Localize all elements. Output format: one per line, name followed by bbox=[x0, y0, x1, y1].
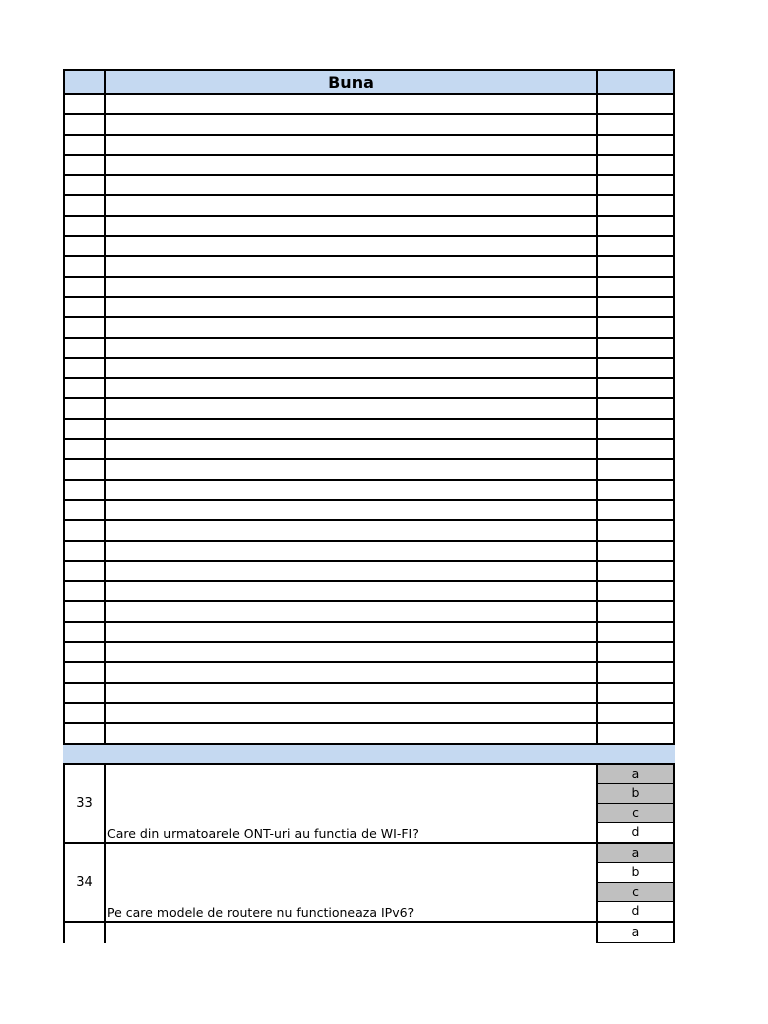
empty-row bbox=[63, 95, 675, 115]
empty-cell[interactable] bbox=[65, 562, 106, 580]
empty-cell[interactable] bbox=[65, 420, 106, 438]
empty-cell[interactable] bbox=[106, 501, 598, 519]
question-number bbox=[65, 923, 106, 943]
empty-cell[interactable] bbox=[598, 196, 673, 214]
empty-cell[interactable] bbox=[106, 298, 598, 316]
empty-row bbox=[63, 521, 675, 541]
empty-cell[interactable] bbox=[106, 237, 598, 255]
empty-cell[interactable] bbox=[106, 602, 598, 620]
empty-cell[interactable] bbox=[598, 501, 673, 519]
empty-cell[interactable] bbox=[598, 623, 673, 641]
question-text bbox=[106, 765, 598, 842]
empty-row bbox=[63, 582, 675, 602]
empty-cell[interactable] bbox=[106, 481, 598, 499]
empty-cell[interactable] bbox=[65, 663, 106, 681]
question-row bbox=[63, 844, 675, 923]
answer-option-a[interactable]: a bbox=[598, 923, 673, 943]
empty-cell[interactable] bbox=[598, 704, 673, 722]
empty-cell[interactable] bbox=[598, 136, 673, 154]
empty-cell[interactable] bbox=[598, 95, 673, 113]
empty-cell[interactable] bbox=[106, 136, 598, 154]
empty-row bbox=[63, 318, 675, 338]
answer-option-c[interactable]: c bbox=[598, 804, 673, 824]
empty-row bbox=[63, 176, 675, 196]
empty-row bbox=[63, 643, 675, 663]
empty-cell[interactable] bbox=[106, 176, 598, 194]
empty-cell[interactable] bbox=[65, 339, 106, 357]
empty-row bbox=[63, 724, 675, 744]
empty-cell[interactable] bbox=[106, 257, 598, 275]
empty-cell[interactable] bbox=[598, 237, 673, 255]
empty-cell[interactable] bbox=[106, 663, 598, 681]
empty-cell[interactable] bbox=[65, 643, 106, 661]
empty-cell[interactable] bbox=[65, 724, 106, 742]
empty-cell[interactable] bbox=[106, 562, 598, 580]
header-number-cell bbox=[65, 71, 106, 93]
empty-cell[interactable] bbox=[598, 440, 673, 458]
empty-row bbox=[63, 379, 675, 399]
empty-cell[interactable] bbox=[106, 643, 598, 661]
empty-row bbox=[63, 562, 675, 582]
empty-cell[interactable] bbox=[106, 115, 598, 133]
header-row bbox=[63, 69, 675, 95]
empty-row bbox=[63, 684, 675, 704]
partial-question-row bbox=[63, 923, 675, 943]
empty-cell[interactable] bbox=[106, 318, 598, 336]
answer-sheet-table bbox=[63, 69, 675, 943]
empty-row bbox=[63, 237, 675, 257]
empty-cell[interactable] bbox=[598, 643, 673, 661]
empty-row bbox=[63, 298, 675, 318]
empty-cell[interactable] bbox=[65, 237, 106, 255]
empty-cell[interactable] bbox=[106, 724, 598, 742]
empty-cell[interactable] bbox=[65, 298, 106, 316]
empty-row bbox=[63, 460, 675, 480]
empty-cell[interactable] bbox=[65, 217, 106, 235]
empty-cell[interactable] bbox=[598, 663, 673, 681]
empty-cell[interactable] bbox=[65, 684, 106, 702]
answer-option-a[interactable]: a bbox=[598, 765, 673, 785]
empty-cell[interactable] bbox=[598, 399, 673, 417]
empty-cell[interactable] bbox=[106, 704, 598, 722]
empty-cell[interactable] bbox=[65, 196, 106, 214]
empty-cell[interactable] bbox=[65, 481, 106, 499]
answer-option-c[interactable]: c bbox=[598, 883, 673, 903]
empty-cell[interactable] bbox=[106, 196, 598, 214]
question-text bbox=[106, 923, 598, 943]
empty-cell[interactable] bbox=[65, 542, 106, 560]
answer-option-b[interactable]: b bbox=[598, 784, 673, 804]
empty-cell[interactable] bbox=[106, 460, 598, 478]
empty-row bbox=[63, 196, 675, 216]
empty-cell[interactable] bbox=[598, 278, 673, 296]
empty-cell[interactable] bbox=[65, 359, 106, 377]
empty-row bbox=[63, 440, 675, 460]
empty-cell[interactable] bbox=[65, 623, 106, 641]
empty-cell[interactable] bbox=[598, 684, 673, 702]
empty-cell[interactable] bbox=[65, 704, 106, 722]
empty-cell[interactable] bbox=[65, 379, 106, 397]
empty-cell[interactable] bbox=[106, 521, 598, 539]
empty-cell[interactable] bbox=[106, 156, 598, 174]
question-text-label: Care din urmatoarele ONT-uri au functia de WI-FI? bbox=[107, 825, 419, 841]
empty-cell[interactable] bbox=[598, 582, 673, 600]
empty-cell[interactable] bbox=[65, 257, 106, 275]
empty-cell[interactable] bbox=[598, 420, 673, 438]
empty-cell[interactable] bbox=[598, 318, 673, 336]
empty-cell[interactable] bbox=[106, 278, 598, 296]
empty-cell[interactable] bbox=[598, 298, 673, 316]
empty-cell[interactable] bbox=[106, 623, 598, 641]
empty-cell[interactable] bbox=[598, 460, 673, 478]
answer-option-a[interactable]: a bbox=[598, 844, 673, 864]
empty-cell[interactable] bbox=[65, 602, 106, 620]
empty-row bbox=[63, 156, 675, 176]
empty-cell[interactable] bbox=[598, 602, 673, 620]
empty-row bbox=[63, 623, 675, 643]
question-number: 34 bbox=[65, 844, 106, 921]
empty-rows bbox=[63, 95, 675, 745]
empty-cell[interactable] bbox=[65, 95, 106, 113]
empty-cell[interactable] bbox=[106, 339, 598, 357]
empty-row bbox=[63, 339, 675, 359]
empty-cell[interactable] bbox=[65, 115, 106, 133]
empty-row bbox=[63, 481, 675, 501]
empty-cell[interactable] bbox=[65, 136, 106, 154]
empty-cell[interactable] bbox=[65, 440, 106, 458]
empty-row bbox=[63, 257, 675, 277]
empty-cell[interactable] bbox=[598, 542, 673, 560]
empty-cell[interactable] bbox=[65, 582, 106, 600]
header-answer-cell bbox=[598, 71, 673, 93]
empty-cell[interactable] bbox=[598, 481, 673, 499]
empty-cell[interactable] bbox=[106, 217, 598, 235]
empty-row bbox=[63, 602, 675, 622]
empty-cell[interactable] bbox=[106, 684, 598, 702]
empty-cell[interactable] bbox=[598, 176, 673, 194]
empty-cell[interactable] bbox=[598, 217, 673, 235]
empty-cell[interactable] bbox=[598, 562, 673, 580]
empty-row bbox=[63, 399, 675, 419]
answer-options bbox=[598, 765, 673, 842]
empty-row bbox=[63, 359, 675, 379]
empty-row bbox=[63, 136, 675, 156]
empty-row bbox=[63, 542, 675, 562]
empty-cell[interactable] bbox=[106, 420, 598, 438]
empty-cell[interactable] bbox=[598, 339, 673, 357]
header-title: Buna bbox=[106, 71, 598, 93]
empty-row bbox=[63, 704, 675, 724]
answer-options bbox=[598, 844, 673, 921]
empty-cell[interactable] bbox=[65, 318, 106, 336]
empty-cell[interactable] bbox=[598, 379, 673, 397]
empty-cell[interactable] bbox=[106, 399, 598, 417]
empty-cell[interactable] bbox=[598, 521, 673, 539]
question-row bbox=[63, 765, 675, 844]
question-number: 33 bbox=[65, 765, 106, 842]
empty-cell[interactable] bbox=[598, 156, 673, 174]
empty-cell[interactable] bbox=[65, 521, 106, 539]
empty-cell[interactable] bbox=[106, 440, 598, 458]
empty-cell[interactable] bbox=[598, 115, 673, 133]
answer-option-b[interactable]: b bbox=[598, 863, 673, 883]
empty-row bbox=[63, 501, 675, 521]
empty-cell[interactable] bbox=[598, 257, 673, 275]
empty-cell[interactable] bbox=[65, 156, 106, 174]
empty-cell[interactable] bbox=[106, 95, 598, 113]
empty-cell[interactable] bbox=[65, 399, 106, 417]
section-separator-row bbox=[63, 745, 675, 765]
empty-cell[interactable] bbox=[65, 501, 106, 519]
empty-cell[interactable] bbox=[598, 359, 673, 377]
question-text bbox=[106, 844, 598, 921]
empty-cell[interactable] bbox=[106, 582, 598, 600]
empty-row bbox=[63, 663, 675, 683]
empty-row bbox=[63, 217, 675, 237]
answer-option-d[interactable]: d bbox=[631, 903, 640, 918]
empty-cell[interactable] bbox=[106, 379, 598, 397]
empty-row bbox=[63, 420, 675, 440]
answer-option-d[interactable]: d bbox=[631, 824, 640, 839]
empty-cell[interactable] bbox=[598, 724, 673, 742]
empty-cell[interactable] bbox=[65, 278, 106, 296]
empty-cell[interactable] bbox=[65, 460, 106, 478]
empty-row bbox=[63, 115, 675, 135]
empty-cell[interactable] bbox=[106, 542, 598, 560]
empty-cell[interactable] bbox=[65, 176, 106, 194]
empty-row bbox=[63, 278, 675, 298]
empty-cell[interactable] bbox=[106, 359, 598, 377]
question-text-label: Pe care modele de routere nu functioneaza IPv6? bbox=[107, 904, 415, 920]
